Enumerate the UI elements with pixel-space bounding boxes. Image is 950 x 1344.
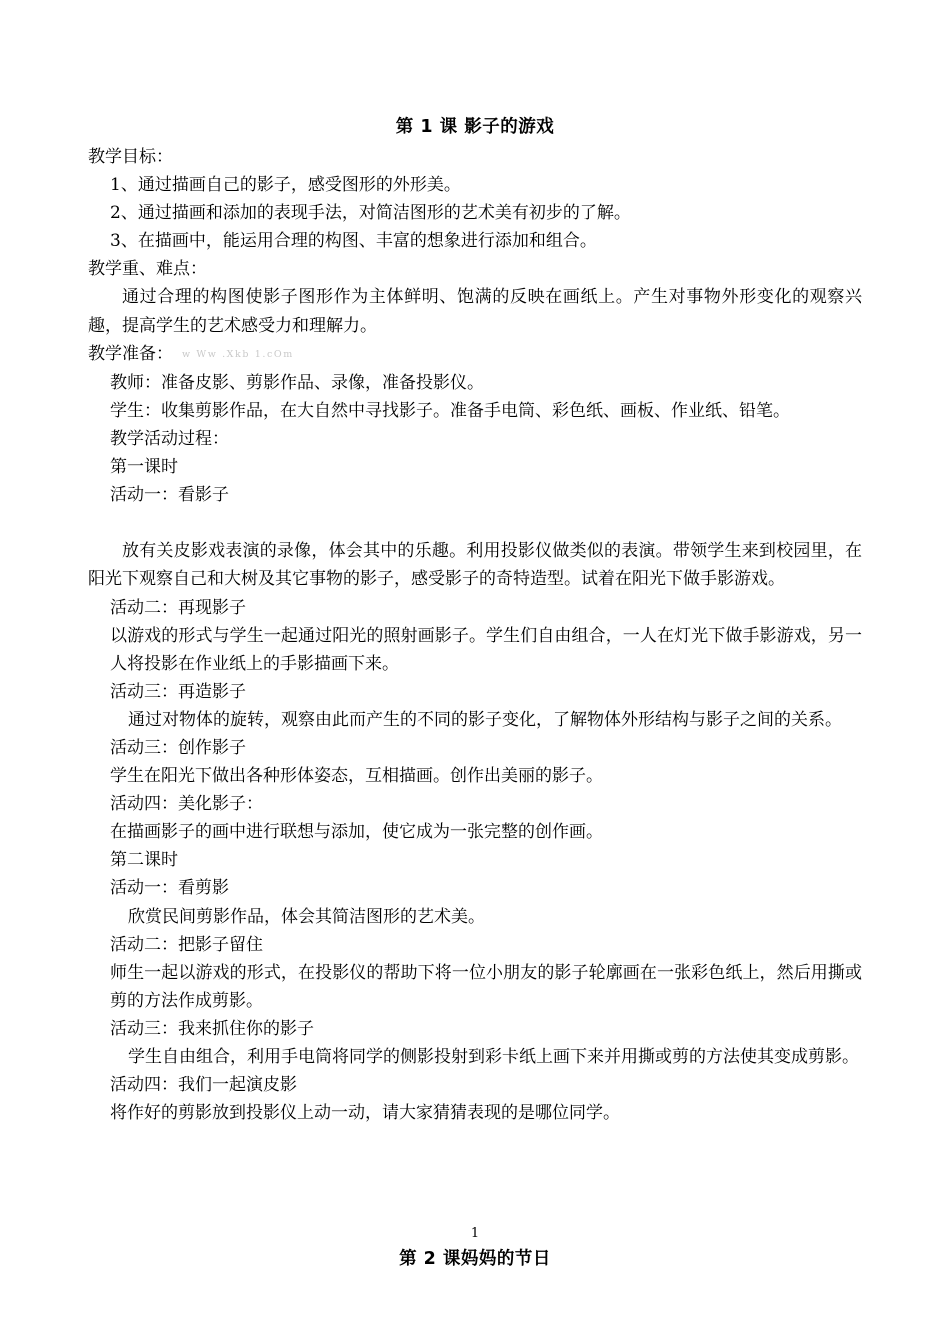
process-heading: 教学活动过程： [110, 428, 229, 449]
period-1-heading: 第一课时 [110, 457, 178, 478]
p2-activity-2-body: 师生一起以游戏的形式，在投影仪的帮助下将一位小朋友的影子轮廓画在一张彩色纸上，然后用撕或剪的方法作成剪影。 [110, 962, 862, 1011]
page-title: 第 1 课 影子的游戏 [395, 117, 555, 137]
p1-activity-2-title: 活动二：再现影子 [110, 597, 246, 618]
document-body [88, 112, 862, 1274]
p2-activity-1-body: 欣赏民间剪影作品，体会其简洁图形的艺术美。 [128, 906, 485, 927]
p1-activity-3-body: 通过对物体的旋转，观察由此而产生的不同的影子变化，了解物体外形结构与影子之间的关系。 [128, 709, 842, 730]
period-2-heading: 第二课时 [110, 850, 178, 871]
preparation-student: 学生：收集剪影作品，在大自然中寻找影子。准备手电筒、彩色纸、画板、作业纸、铅笔。 [110, 400, 790, 421]
p1-activity-4-title: 活动三：创作影子 [110, 737, 246, 758]
p1-activity-5-body: 在描画影子的画中进行联想与添加，使它成为一张完整的创作画。 [110, 822, 603, 843]
page-number: 1 [470, 1226, 480, 1241]
p1-activity-1-body: 放有关皮影戏表演的录像，体会其中的乐趣。利用投影仪做类似的表演。带领学生来到校园里，在阳光下观察自己和大树及其它事物的影子，感受影子的奇特造型。试着在阳光下做手影游戏。 [88, 541, 862, 590]
p1-activity-1-title: 活动一：看影子 [110, 485, 229, 506]
key-points-heading: 教学重、难点： [88, 259, 207, 280]
p2-activity-4-body: 将作好的剪影放到投影仪上动一动，请大家猜猜表现的是哪位同学。 [110, 1103, 620, 1124]
preparation-heading [88, 340, 862, 369]
objective-item-1: 1、通过描画自己的影子，感受图形的外形美。 [110, 175, 461, 196]
objectives-heading: 教学目标： [88, 147, 173, 167]
key-points-body: 通过合理的构图使影子图形作为主体鲜明、饱满的反映在画纸上。产生对事物外形变化的观察兴趣，提高学生的艺术感受力和理解力。 [88, 287, 862, 336]
p1-activity-5-title: 活动四：美化影子： [110, 794, 263, 815]
p1-activity-2-body: 以游戏的形式与学生一起通过阳光的照射画影子。学生们自由组合，一人在灯光下做手影游戏，另一人将投影在作业纸上的手影描画下来。 [110, 625, 862, 674]
objective-item-3: 3、在描画中，能运用合理的构图、丰富的想象进行添加和组合。 [110, 231, 597, 252]
site-watermark: w Ww .Xkb 1.cOm [182, 348, 294, 360]
objective-item-2: 2、通过描画和添加的表现手法，对简洁图形的艺术美有初步的了解。 [110, 203, 631, 224]
p2-activity-4-title: 活动四：我们一起演皮影 [110, 1075, 297, 1096]
preparation-heading-label: 教学准备： [88, 343, 173, 364]
p2-activity-3-body: 学生自由组合，利用手电筒将同学的侧影投射到彩卡纸上画下来并用撕或剪的方法使其变成剪影。 [128, 1047, 859, 1067]
p2-activity-1-title: 活动一：看剪影 [110, 878, 229, 899]
blank-line [88, 509, 862, 537]
p2-activity-2-title: 活动二：把影子留住 [110, 934, 263, 955]
p2-activity-3-title: 活动三：我来抓住你的影子 [110, 1018, 314, 1039]
p1-activity-3-title: 活动三：再造影子 [110, 681, 246, 702]
preparation-teacher: 教师：准备皮影、剪影作品、录像，准备投影仪。 [110, 372, 484, 393]
next-lesson-title: 第 2 课妈妈的节日 [399, 1249, 551, 1270]
p1-activity-4-body: 学生在阳光下做出各种形体姿态，互相描画。创作出美丽的影子。 [110, 766, 603, 787]
